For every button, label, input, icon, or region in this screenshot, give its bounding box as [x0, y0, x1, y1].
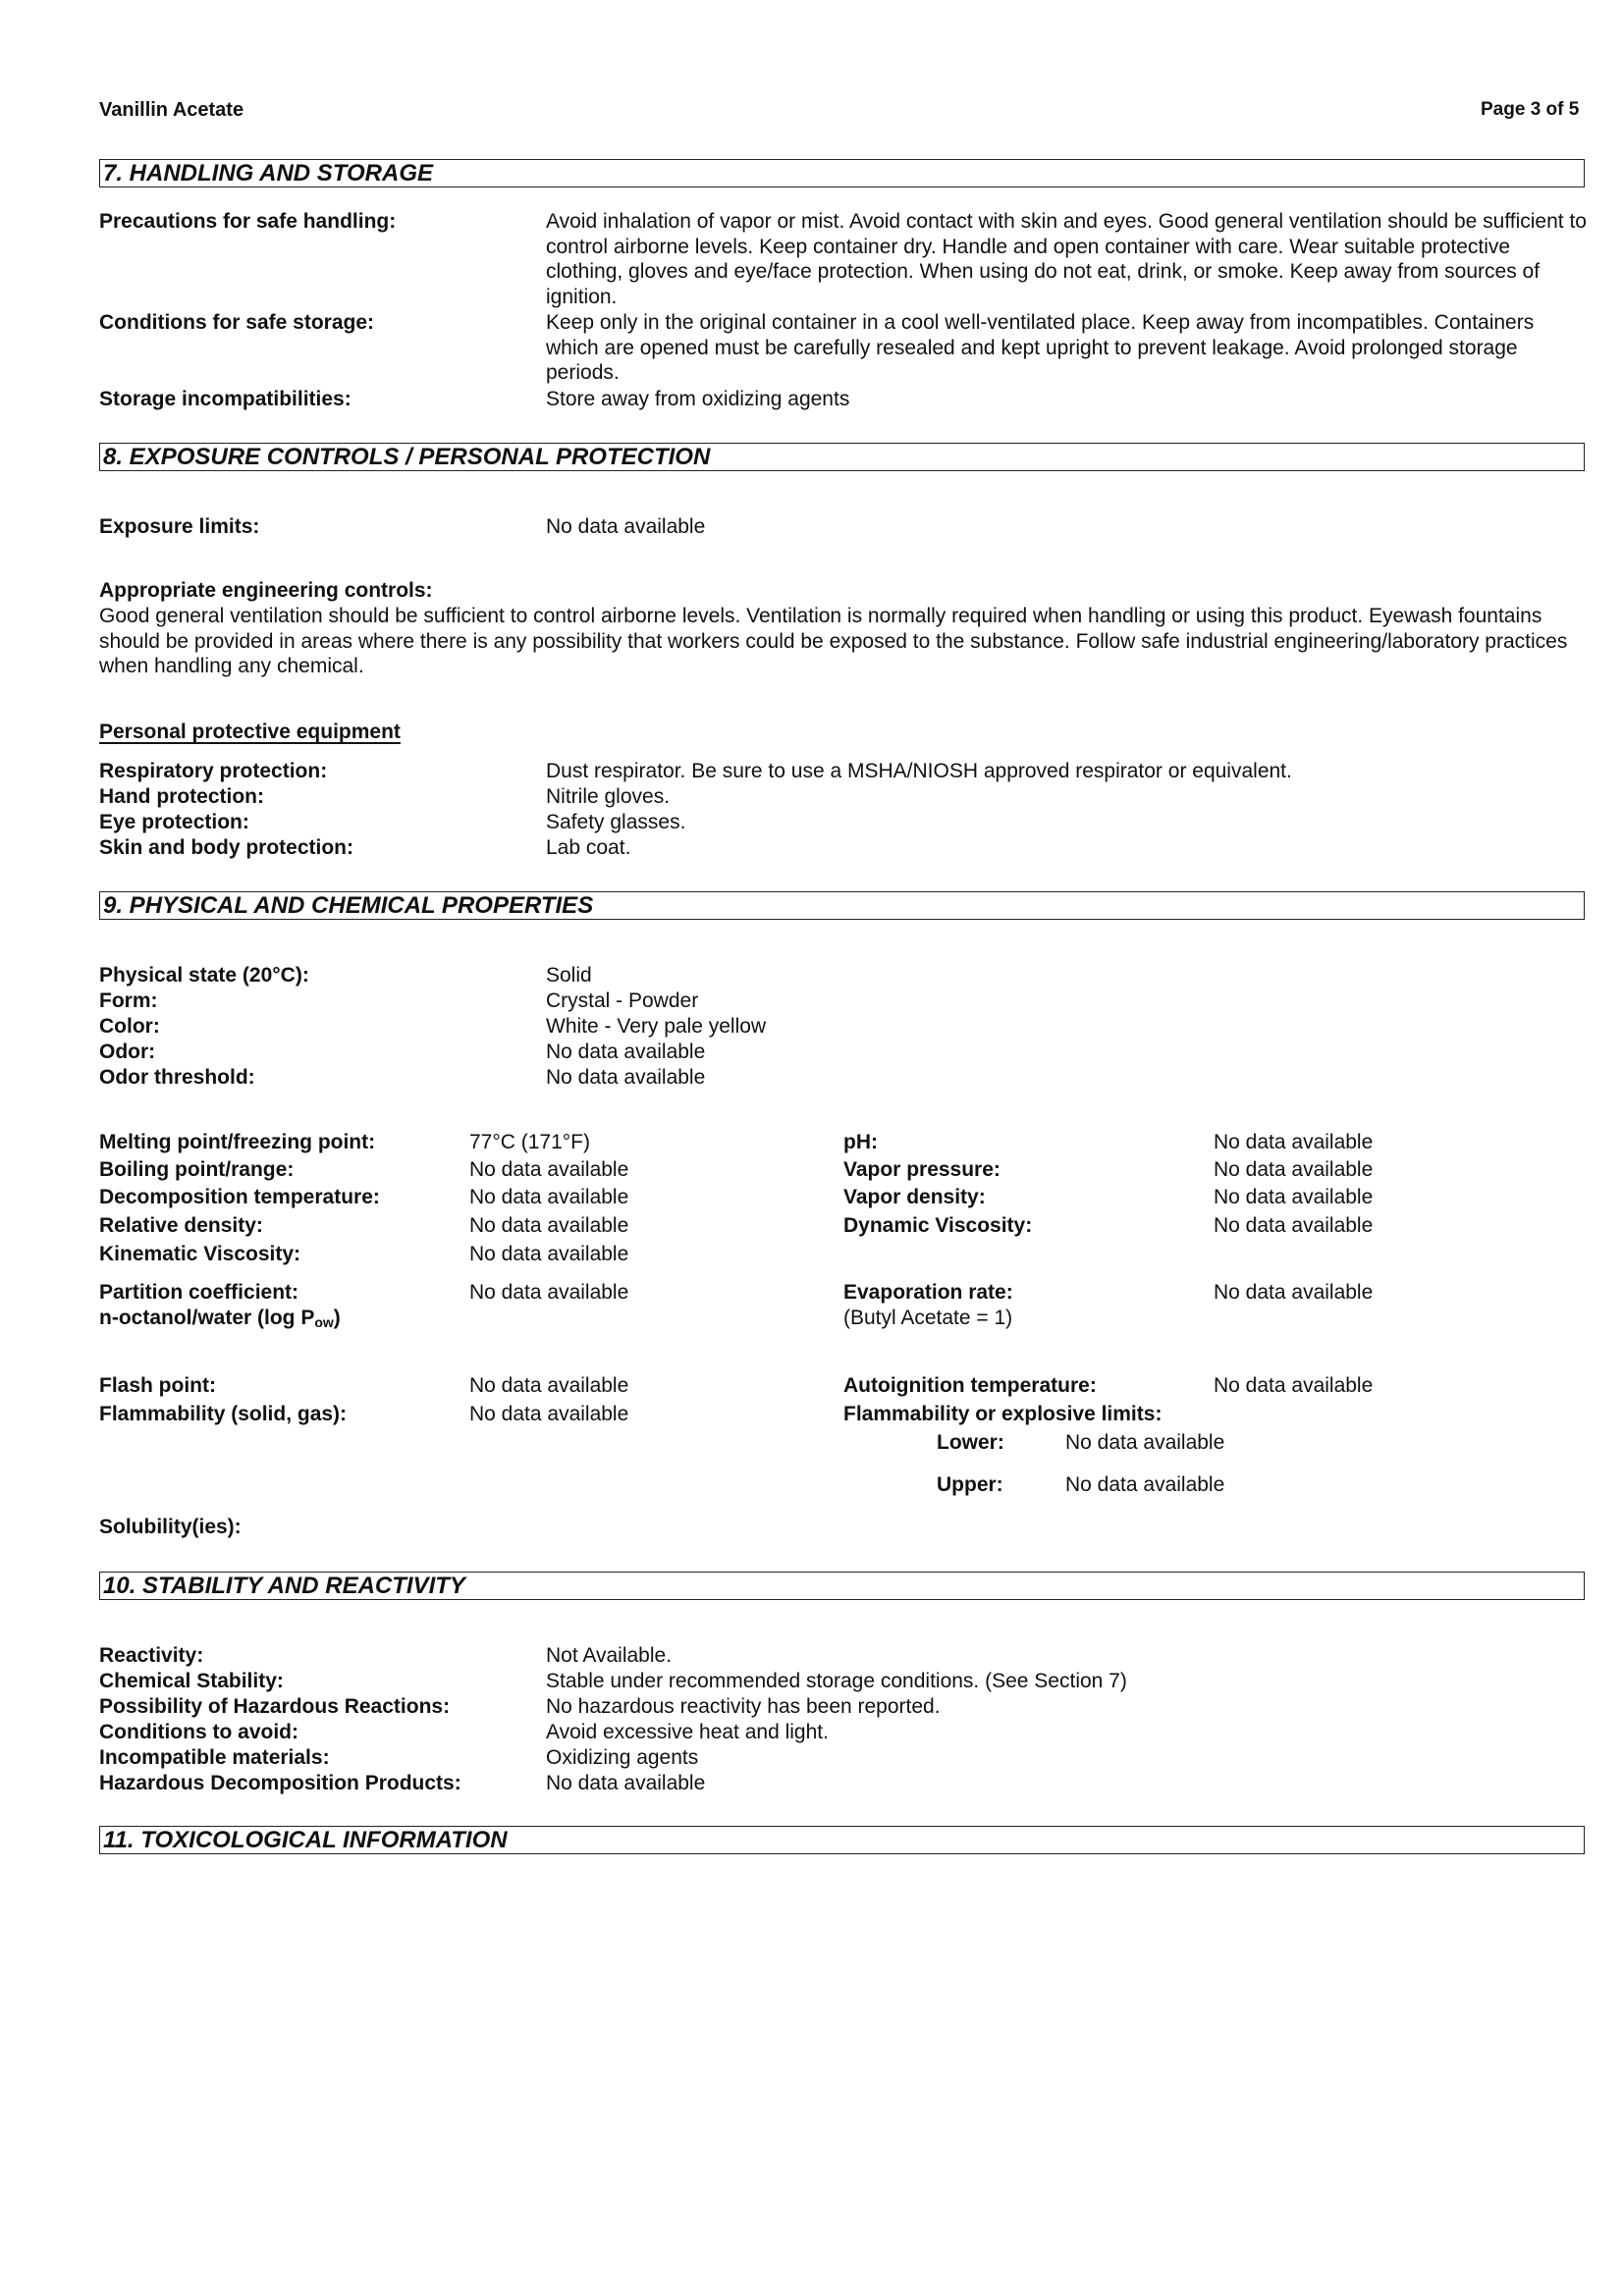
- hazardous-reactions-label: Possibility of Hazardous Reactions:: [99, 1695, 451, 1718]
- vapor-pressure-value: No data available: [1214, 1158, 1374, 1181]
- physical-state-label: Physical state (20°C):: [99, 964, 309, 987]
- partition-label-close: ): [333, 1307, 341, 1329]
- chemical-stability-label: Chemical Stability:: [99, 1670, 284, 1692]
- skin-value: Lab coat.: [546, 836, 631, 859]
- upper-limit-label: Upper:: [937, 1473, 1003, 1496]
- reactivity-value: Not Available.: [546, 1644, 673, 1667]
- partition-label: Partition coefficient:: [99, 1281, 299, 1304]
- respiratory-value: Dust respirator. Be sure to use a MSHA/NIOSH approved respirator or equivalent.: [546, 760, 1292, 782]
- exposure-limits-label: Exposure limits:: [99, 515, 260, 538]
- relative-density-value: No data available: [469, 1214, 629, 1237]
- conditions-avoid-label: Conditions to avoid:: [99, 1721, 298, 1743]
- relative-density-label: Relative density:: [99, 1214, 263, 1237]
- storage-incompat-value: Store away from oxidizing agents: [546, 388, 850, 410]
- kinematic-viscosity-value: No data available: [469, 1243, 629, 1265]
- engineering-controls-label: Appropriate engineering controls:: [99, 579, 433, 602]
- upper-limit-value: No data available: [1065, 1473, 1225, 1496]
- precautions-label: Precautions for safe handling:: [99, 210, 397, 233]
- dynamic-viscosity-value: No data available: [1214, 1214, 1374, 1237]
- vapor-density-label: Vapor density:: [843, 1186, 986, 1208]
- exposure-limits-value: No data available: [546, 515, 706, 538]
- reactivity-label: Reactivity:: [99, 1644, 204, 1667]
- form-label: Form:: [99, 989, 158, 1012]
- decomposition-temp-label: Decomposition temperature:: [99, 1186, 380, 1208]
- partition-label-text: n-octanol/water (log P: [99, 1307, 315, 1329]
- lower-limit-label: Lower:: [937, 1431, 1004, 1454]
- section-8-header: [99, 443, 1585, 471]
- boiling-value: No data available: [469, 1158, 629, 1181]
- incompatible-materials-label: Incompatible materials:: [99, 1746, 330, 1769]
- flammability-value: No data available: [469, 1403, 629, 1425]
- flash-point-label: Flash point:: [99, 1374, 216, 1397]
- safe-storage-value: Keep only in the original container in a cool well-ventilated place. Keep away from incompatibles. Containers which are opened must be carefully resealed and kept upright to prevent leakage. Avoid prolonged storage periods.: [546, 311, 1535, 384]
- engineering-controls-value: Good general ventilation should be sufficient to control airborne levels. Ventilation is normally required when handling or using this product. Eyewash fountains should be provided in areas where there is any possibility that workers could be exposed to the substance. Follow safe industrial engineering/laboratory practices when handling any chemical.: [99, 605, 1568, 677]
- partition-label-line2: [99, 1306, 341, 1335]
- chemical-stability-value: Stable under recommended storage conditions. (See Section 7): [546, 1670, 1127, 1692]
- hazardous-decomposition-label: Hazardous Decomposition Products:: [99, 1772, 461, 1794]
- eye-label: Eye protection:: [99, 811, 249, 833]
- odor-label: Odor:: [99, 1041, 156, 1063]
- section-8-title: 8. EXPOSURE CONTROLS / PERSONAL PROTECTION: [103, 444, 711, 470]
- partition-subscript: ow: [314, 1314, 334, 1330]
- eye-value: Safety glasses.: [546, 811, 686, 833]
- odor-value: No data available: [546, 1041, 706, 1063]
- autoignition-value: No data available: [1214, 1374, 1374, 1397]
- partition-value: No data available: [469, 1281, 629, 1304]
- vapor-density-value: No data available: [1214, 1186, 1374, 1208]
- color-value: White - Very pale yellow: [546, 1015, 767, 1038]
- lower-limit-value: No data available: [1065, 1431, 1225, 1454]
- section-7-header: [99, 159, 1585, 187]
- hand-label: Hand protection:: [99, 785, 264, 808]
- physical-state-value: Solid: [546, 964, 592, 987]
- odor-threshold-value: No data available: [546, 1066, 706, 1089]
- boiling-label: Boiling point/range:: [99, 1158, 295, 1181]
- section-11-title: 11. TOXICOLOGICAL INFORMATION: [103, 1827, 508, 1853]
- page-number: Page 3 of 5: [1481, 99, 1580, 120]
- autoignition-label: Autoignition temperature:: [843, 1374, 1097, 1397]
- explosive-limits-label: Flammability or explosive limits:: [843, 1403, 1163, 1425]
- ph-value: No data available: [1214, 1131, 1374, 1153]
- section-11-header: [99, 1826, 1585, 1854]
- flash-point-value: No data available: [469, 1374, 629, 1397]
- storage-incompat-label: Storage incompatibilities:: [99, 388, 352, 410]
- section-7-title: 7. HANDLING AND STORAGE: [103, 160, 434, 187]
- respiratory-label: Respiratory protection:: [99, 760, 328, 782]
- decomposition-temp-value: No data available: [469, 1186, 629, 1208]
- color-label: Color:: [99, 1015, 160, 1038]
- dynamic-viscosity-label: Dynamic Viscosity:: [843, 1214, 1033, 1237]
- melting-label: Melting point/freezing point:: [99, 1131, 376, 1153]
- hand-value: Nitrile gloves.: [546, 785, 671, 808]
- odor-threshold-label: Odor threshold:: [99, 1066, 255, 1089]
- section-9-title: 9. PHYSICAL AND CHEMICAL PROPERTIES: [103, 892, 594, 919]
- evaporation-note: (Butyl Acetate = 1): [843, 1307, 1013, 1329]
- melting-value: 77°C (171°F): [469, 1131, 591, 1153]
- kinematic-viscosity-label: Kinematic Viscosity:: [99, 1243, 301, 1265]
- form-value: Crystal - Powder: [546, 989, 699, 1012]
- incompatible-materials-value: Oxidizing agents: [546, 1746, 699, 1769]
- hazardous-reactions-value: No hazardous reactivity has been reported.: [546, 1695, 941, 1718]
- section-10-header: [99, 1572, 1585, 1600]
- safe-storage-label: Conditions for safe storage:: [99, 311, 375, 334]
- document-title: Vanillin Acetate: [99, 99, 244, 121]
- evaporation-label: Evaporation rate:: [843, 1281, 1013, 1304]
- vapor-pressure-label: Vapor pressure:: [843, 1158, 1001, 1181]
- flammability-label: Flammability (solid, gas):: [99, 1403, 348, 1425]
- ppe-heading: Personal protective equipment: [99, 721, 401, 743]
- solubility-label: Solubility(ies):: [99, 1516, 242, 1538]
- skin-label: Skin and body protection:: [99, 836, 354, 859]
- section-9-header: [99, 891, 1585, 920]
- evaporation-value: No data available: [1214, 1281, 1374, 1304]
- precautions-value: Avoid inhalation of vapor or mist. Avoid contact with skin and eyes. Good general ventilation should be sufficient to control airborne levels. Keep container dry. Handle and open container with care. Wear suitable protective clothing, gloves and eye/face protection. When using do not eat, drink, or smoke. Keep away from sources of ignition.: [546, 210, 1587, 308]
- hazardous-decomposition-value: No data available: [546, 1772, 706, 1794]
- conditions-avoid-value: Avoid excessive heat and light.: [546, 1721, 829, 1743]
- ph-label: pH:: [843, 1131, 878, 1153]
- section-10-title: 10. STABILITY AND REACTIVITY: [103, 1573, 465, 1599]
